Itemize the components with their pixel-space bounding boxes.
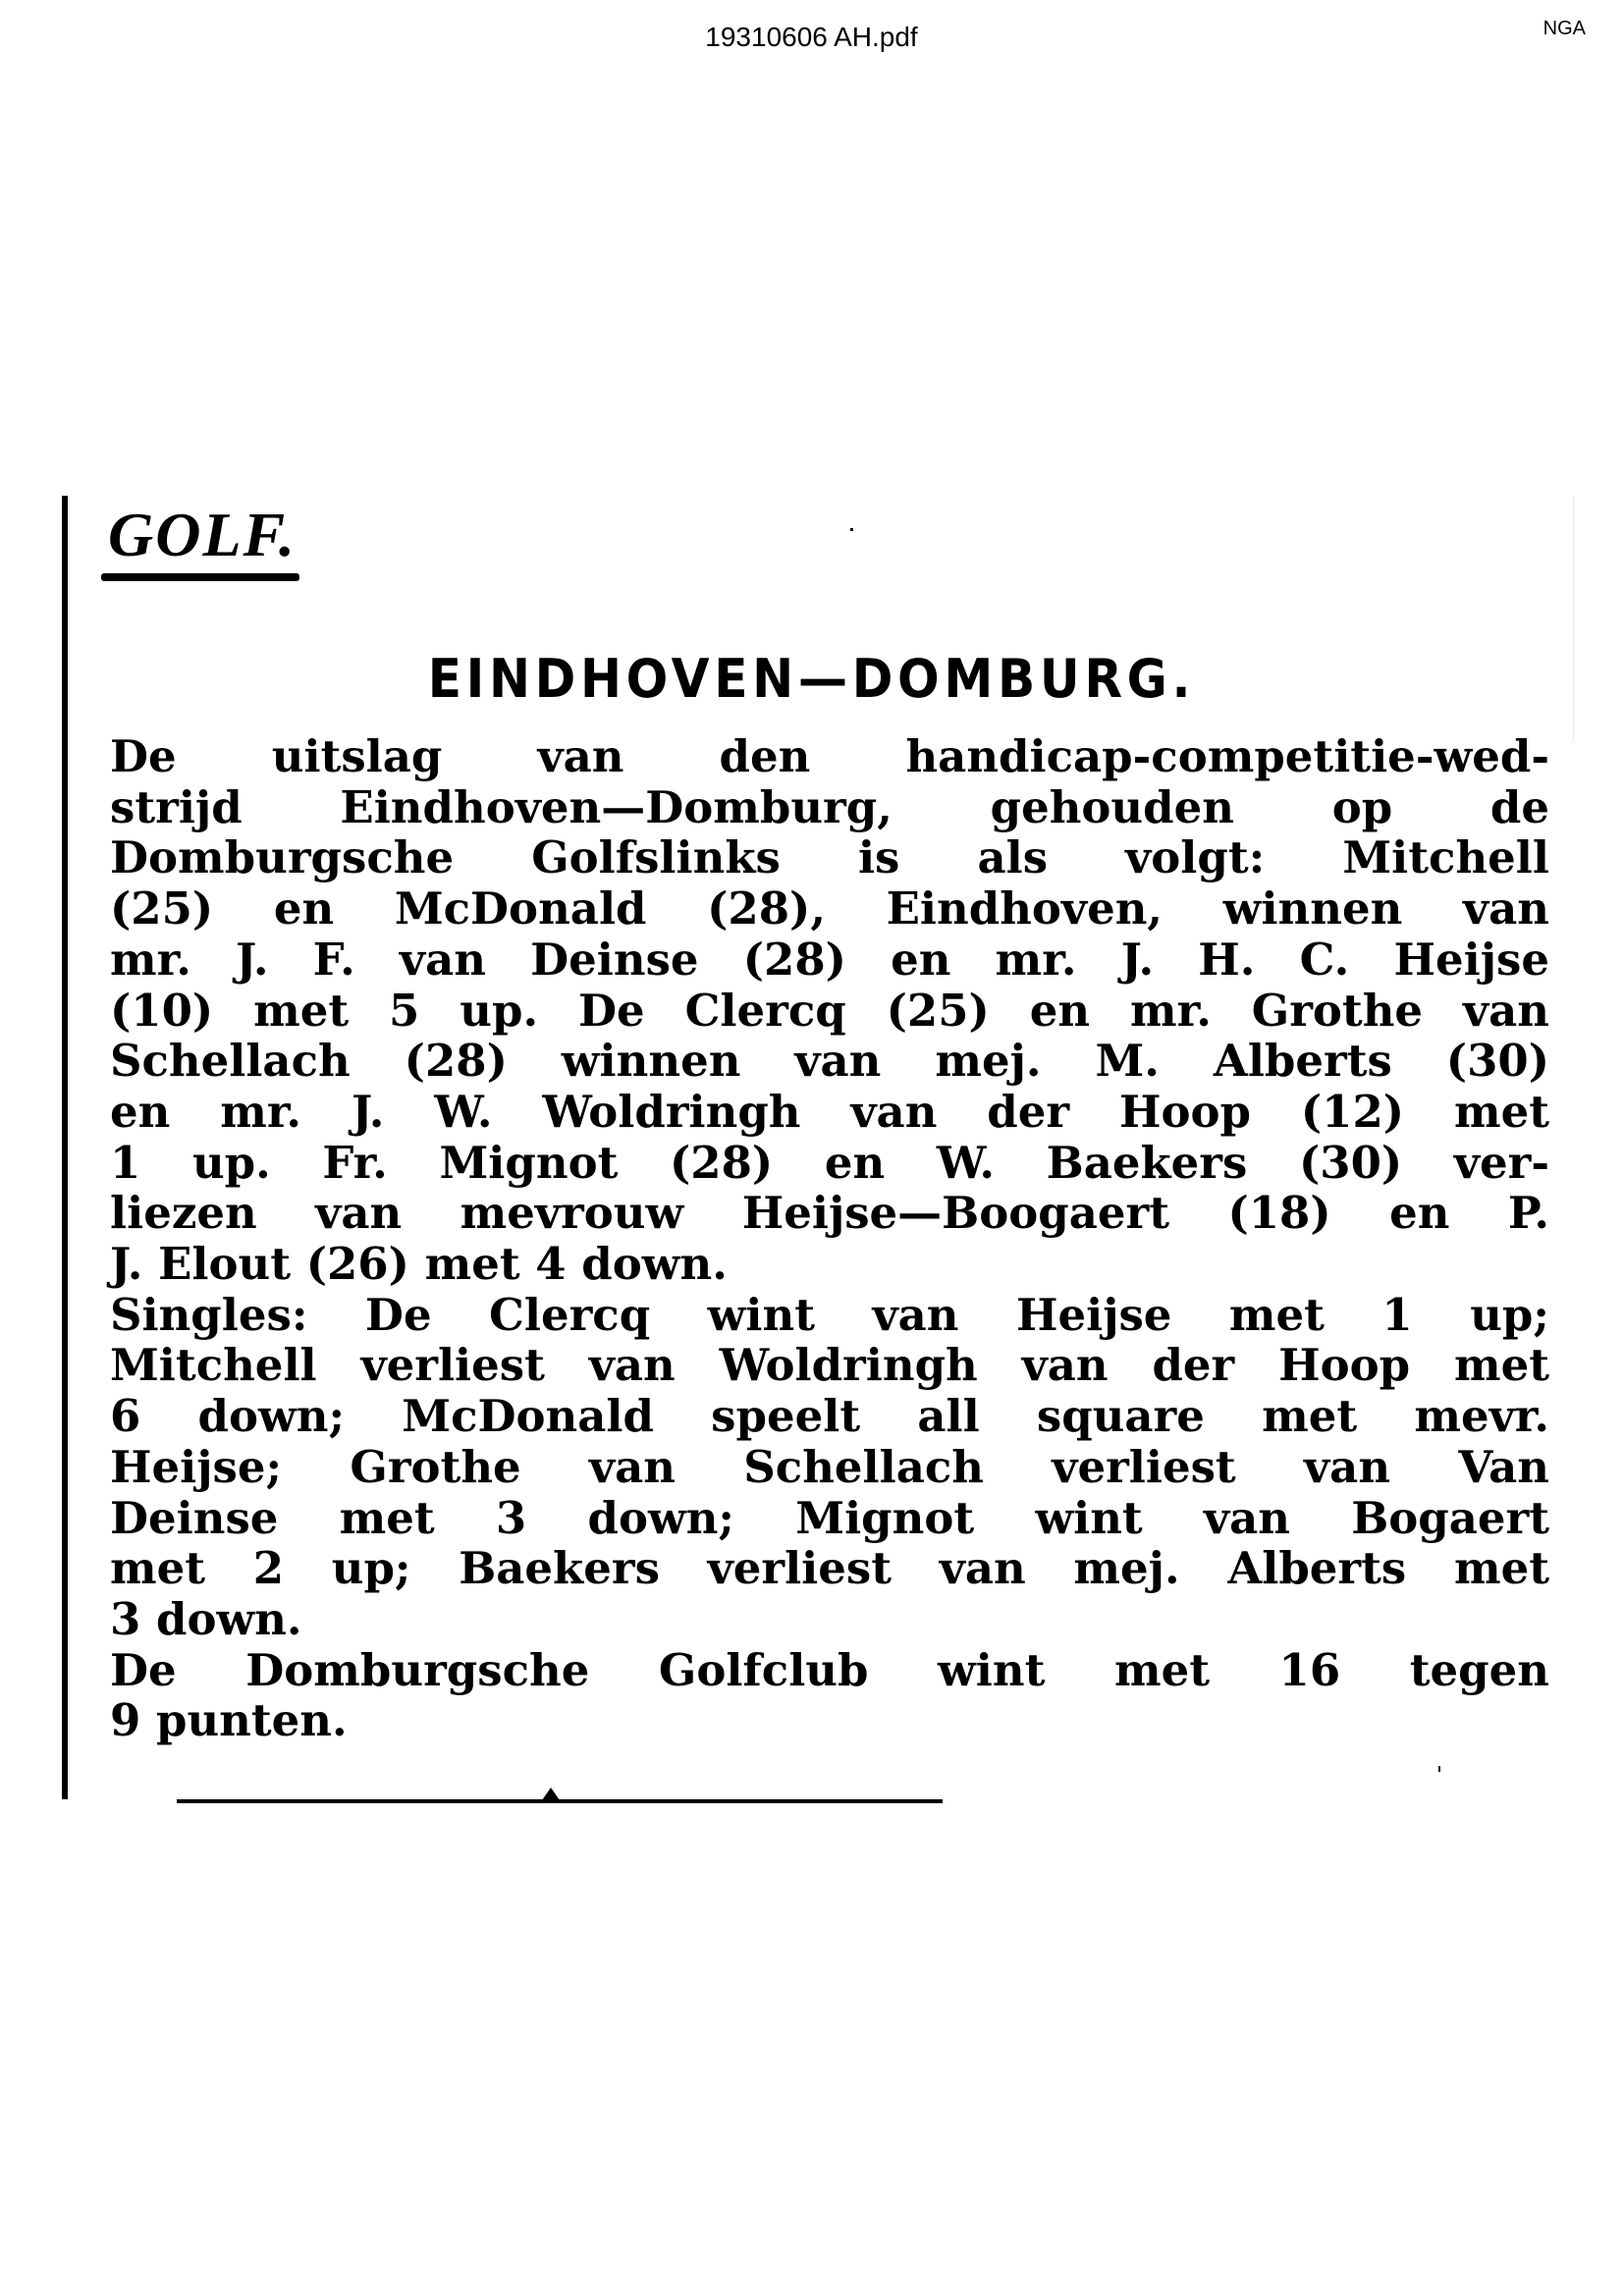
article-line: en mr. J. W. Woldringh van der Hoop (12) met — [110, 1085, 1549, 1138]
article-line: 1 up. Fr. Mignot (28) en W. Baekers (30) ver- — [110, 1136, 1549, 1189]
article-line: Deinse met 3 down; Mignot wint van Bogaert — [110, 1491, 1549, 1544]
article-line: strijd Eindhoven—Domburg, gehouden op de — [110, 780, 1549, 833]
print-speck — [1438, 1766, 1440, 1772]
article-line: mr. J. F. van Deinse (28) en mr. J. H. C. Heijse — [110, 933, 1549, 986]
article-line: 3 down. — [110, 1592, 302, 1645]
article-line: Singles: De Clercq wint van Heijse met 1 up; — [110, 1288, 1549, 1341]
article-title: EINDHOVEN—DOMBURG. — [427, 648, 1196, 710]
article-line: 6 down; McDonald speelt all square met mevr. — [110, 1390, 1549, 1443]
article-line: Domburgsche Golfslinks is als volgt: Mitchell — [110, 831, 1549, 884]
article-line: met 2 up; Baekers verliest van mej. Alberts met — [110, 1542, 1549, 1595]
end-rule-bar — [177, 1799, 943, 1803]
column-rule-right — [1573, 496, 1574, 741]
article-line: liezen van mevrouw Heijse—Boogaert (18) en P. — [110, 1187, 1549, 1240]
document-file-name: 19310606 AH.pdf — [705, 22, 918, 52]
article-line: Mitchell verliest van Woldringh van der Hoop met — [110, 1339, 1549, 1392]
article-line: Schellach (28) winnen van mej. M. Alberts (30) — [110, 1035, 1549, 1088]
section-heading: GOLF. — [108, 500, 297, 569]
article-line: De uitslag van den handicap-competitie-wed- — [110, 730, 1549, 782]
article-body — [110, 731, 1549, 1746]
archive-tag: NGA — [1542, 18, 1586, 39]
article-line: (25) en McDonald (28), Eindhoven, winnen van — [110, 882, 1549, 935]
end-rule-ornament-icon — [542, 1788, 560, 1800]
article-line: Heijse; Grothe van Schellach verliest van Van — [110, 1440, 1549, 1493]
print-speck — [850, 528, 853, 531]
section-underline — [101, 573, 299, 581]
article-line: (10) met 5 up. De Clercq (25) en mr. Grothe van — [110, 984, 1549, 1037]
article-line: De Domburgsche Golfclub wint met 16 tegen — [110, 1643, 1549, 1696]
article-line: J. Elout (26) met 4 down. — [110, 1238, 728, 1291]
article-line: 9 punten. — [110, 1694, 348, 1747]
